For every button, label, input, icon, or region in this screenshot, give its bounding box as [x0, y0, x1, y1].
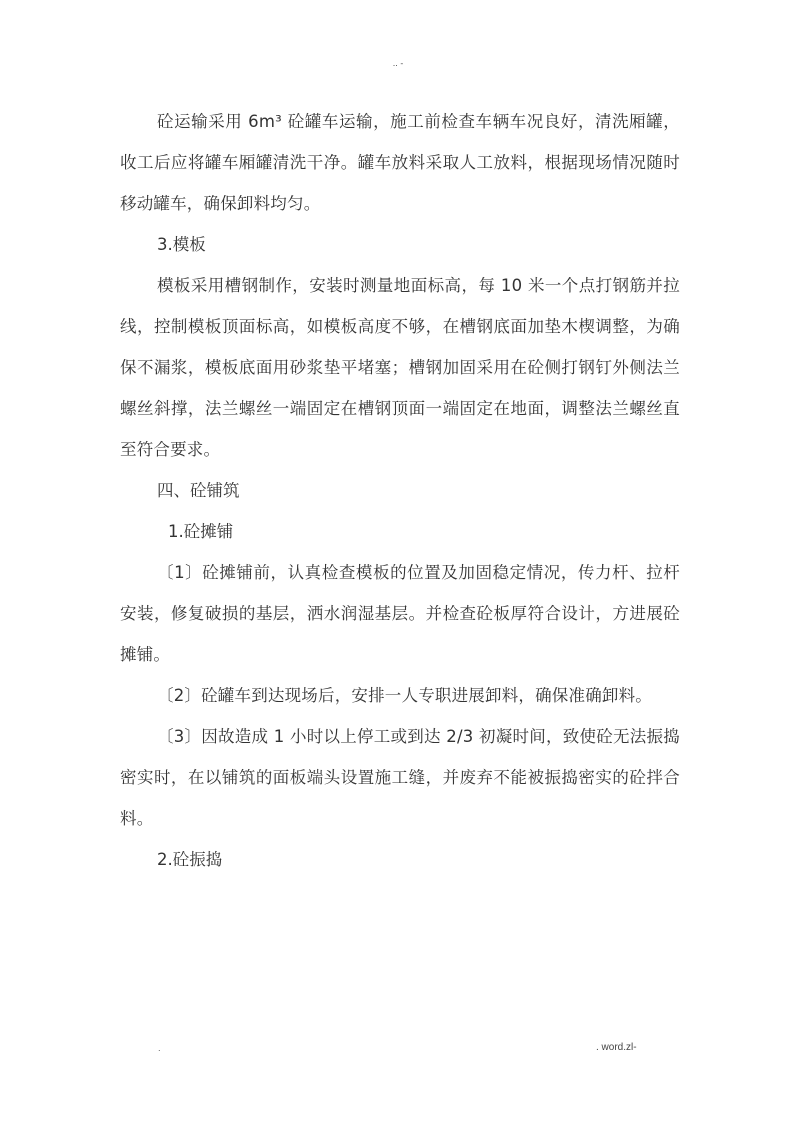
footer-left-mark: .: [158, 1044, 161, 1053]
list-item-spreading-3: 〔3〕因故造成 1 小时以上停工或到达 2/3 初凝时间，致使砼无法振捣密实时，在以铺筑的面板端头设置施工缝，并废弃不能被振捣密实的砼拌合料。: [120, 727, 680, 828]
document-body: [120, 101, 680, 880]
header-mark: .. -: [392, 59, 404, 68]
heading-concrete-vibrating: 2.砼振捣: [157, 850, 223, 869]
heading-concrete-spreading: 1.砼摊铺: [168, 522, 234, 541]
heading-concrete-paving: 四、砼铺筑: [157, 481, 240, 500]
paragraph-formwork: 模板采用槽钢制作，安装时测量地面标高，每 10 米一个点打钢筋并拉线，控制模板顶面标高，如模板高度不够，在槽钢底面加垫木楔调整，为确保不漏浆，模板底面用砂浆垫平堵塞；槽钢加固采用在砼侧打钢钉外侧法兰螺丝斜撑，法兰螺丝一端固定在槽钢顶面一端固定在地面，调整法兰螺丝直至符合要求。: [120, 276, 680, 459]
paragraph-concrete-transport: 砼运输采用 6m³ 砼罐车运输，施工前检查车辆车况良好，清洗厢罐，收工后应将罐车厢罐清洗干净。罐车放料采取人工放料，根据现场情况随时移动罐车，确保卸料均匀。: [120, 112, 680, 213]
heading-formwork: 3.模板: [157, 235, 206, 254]
list-item-spreading-1: 〔1〕砼摊铺前，认真检查模板的位置及加固稳定情况，传力杆、拉杆安装，修复破损的基层，洒水润湿基层。并检查砼板厚符合设计，方进展砼摊铺。: [120, 563, 680, 664]
footer-right-text: . word.zl-: [596, 1042, 637, 1053]
list-item-spreading-2: 〔2〕砼罐车到达现场后，安排一人专职进展卸料，确保准确卸料。: [157, 686, 652, 705]
